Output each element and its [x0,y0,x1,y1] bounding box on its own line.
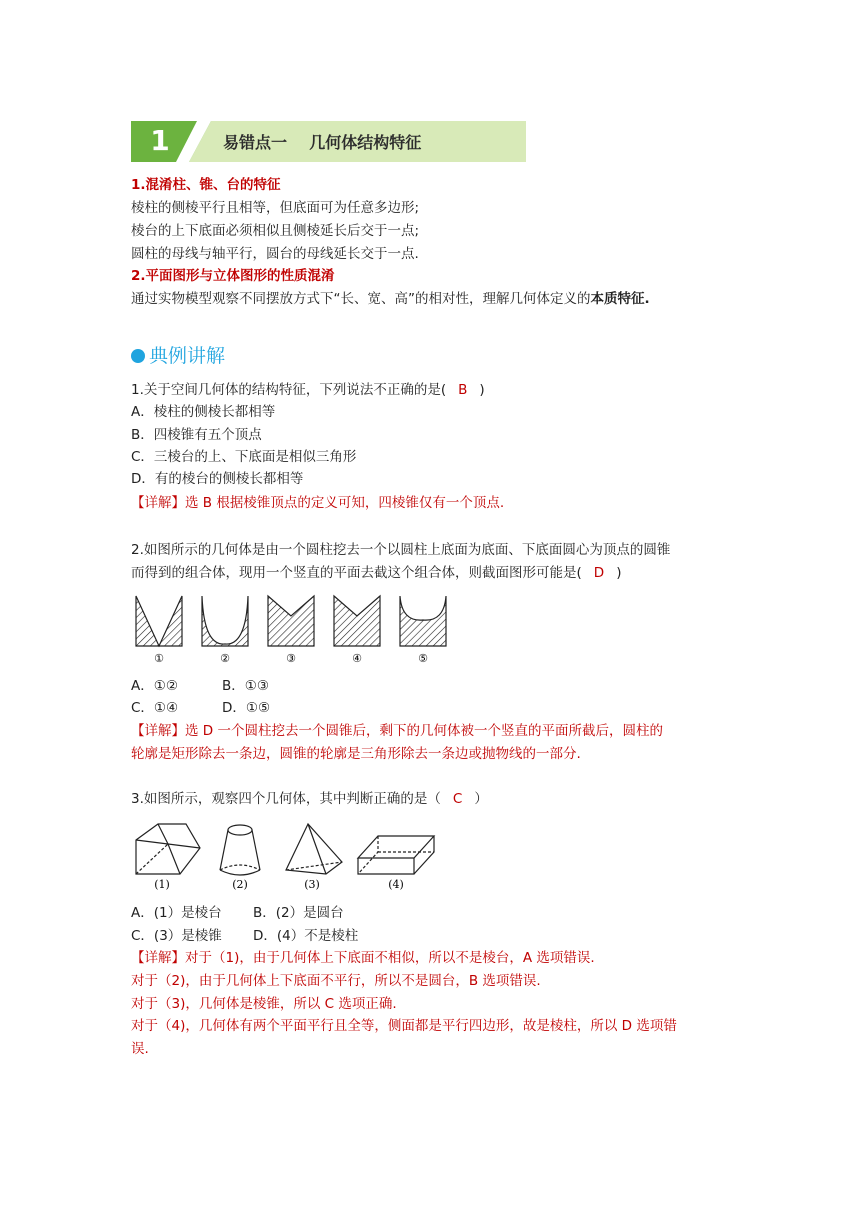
q3-answer: C [452,791,463,807]
q1-stem [131,380,485,400]
point1-heading: 1.混淆柱、锥、台的特征 [131,177,281,193]
q3-options-row-2 [131,926,358,946]
cross-section-shape-5 [400,596,446,646]
q2-close: ) [616,565,622,581]
banner-title: 易错点一 几何体结构特征 [223,133,422,152]
point2-text [131,289,650,309]
q3-option-a: A．(1）是棱台 [131,905,222,921]
point2-text-main: 通过实物模型观察不同摆放方式下“长、宽、高”的相对性，理解几何体定义的 [131,291,591,307]
q3-options-row-1 [131,903,344,923]
cross-section-shape-1 [136,596,182,646]
q2-option-c: C．①④ [131,700,179,716]
q1-option-b: B．四棱锥有五个顶点 [131,427,262,443]
q3-close: ） [474,791,488,807]
q1-close: ) [479,382,485,398]
point2-text-bold: 本质特征. [590,291,650,307]
q1-answer: B [458,382,468,398]
section-header [131,343,225,369]
cross-section-shape-2 [202,596,248,646]
q1-detail: 【详解】选 B 根据棱锥顶点的定义可知，四棱锥仅有一个顶点. [131,495,505,511]
point2-heading: 2.平面图形与立体图形的性质混淆 [131,268,335,284]
solid-label-3: (3) [304,878,320,891]
q3-stem-text: 3.如图所示，观察四个几何体，其中判断正确的是（ [131,791,441,807]
q2-options-row-1 [131,676,269,696]
banner-number: 1 [150,124,170,157]
q3-detail-line-5: 误. [131,1041,149,1057]
q2-detail-line-2: 轮廓是矩形除去一条边，圆锥的轮廓是三角形除去一条边或抛物线的一部分. [131,746,581,762]
solid-label-2: (2) [232,878,248,891]
q2-stem-line-1: 2.如图所示的几何体是由一个圆柱挖去一个以圆柱上底面为底面、下底面圆心为顶点的圆锥 [131,542,671,558]
q3-detail-line-4: 对于（4)，几何体有两个平面平行且全等，侧面都是平行四边形，故是棱柱，所以 D 选项错 [131,1018,677,1034]
figure-label-5: ⑤ [418,652,428,665]
solid-1-frustum-like [136,824,200,874]
section-banner [131,121,526,162]
section-title: 典例讲解 [149,345,226,367]
point1-line-2: 棱台的上下底面必须相似且侧棱延长后交于一点; [131,223,420,239]
solid-label-1: (1) [154,878,170,891]
solid-4-prism [358,836,434,874]
q3-option-b: B．(2）是圆台 [253,905,344,921]
cross-section-shape-3 [268,596,314,646]
q2-stem-text: 而得到的组合体，现用一个竖直的平面去截这个组合体，则截面图形可能是( [131,565,582,581]
solid-2-cone-frustum [220,825,260,875]
q3-detail-line-2: 对于（2)，由于几何体上下底面不平行，所以不是圆台，B 选项错误. [131,973,541,989]
bullet-dot-icon [131,349,145,363]
q2-option-b: B．①③ [222,678,269,694]
q3-detail-line-3: 对于（3)，几何体是棱锥，所以 C 选项正确. [131,996,397,1012]
q2-stem-line-2 [131,563,621,583]
q1-option-c: C．三棱台的上、下底面是相似三角形 [131,449,357,465]
q3-solids-figure [128,818,448,893]
q1-stem-text: 1.关于空间几何体的结构特征，下列说法不正确的是( [131,382,447,398]
q2-answer: D [593,565,605,581]
point1-line-3: 圆柱的母线与轴平行，圆台的母线延长交于一点. [131,246,419,262]
q2-detail-line-1: 【详解】选 D 一个圆柱挖去一个圆锥后，剩下的几何体被一个竖直的平面所截后，圆柱的 [131,723,663,739]
point1-line-1: 棱柱的侧棱平行且相等，但底面可为任意多边形; [131,200,420,216]
q2-options-row-2 [131,698,270,718]
figure-label-3: ③ [286,652,296,665]
figure-label-2: ② [220,652,230,665]
cross-section-shape-4 [334,596,380,646]
solid-3-pyramid [286,824,342,874]
q1-option-a: A．棱柱的侧棱长都相等 [131,404,276,420]
q3-stem [131,789,488,809]
figure-label-1: ① [154,652,164,665]
solid-label-4: (4) [388,878,404,891]
q2-cross-section-figure [128,590,458,670]
q2-option-a: A．①② [131,678,178,694]
q3-option-c: C．(3）是棱锥 [131,928,222,944]
q2-option-d: D．①⑤ [222,700,271,716]
q1-option-d: D．有的棱台的侧棱长都相等 [131,471,304,487]
figure-label-4: ④ [352,652,362,665]
q3-option-d: D．(4）不是棱柱 [253,928,359,944]
q3-detail-line-1: 【详解】对于（1)，由于几何体上下底面不相似，所以不是棱台，A 选项错误. [131,950,595,966]
